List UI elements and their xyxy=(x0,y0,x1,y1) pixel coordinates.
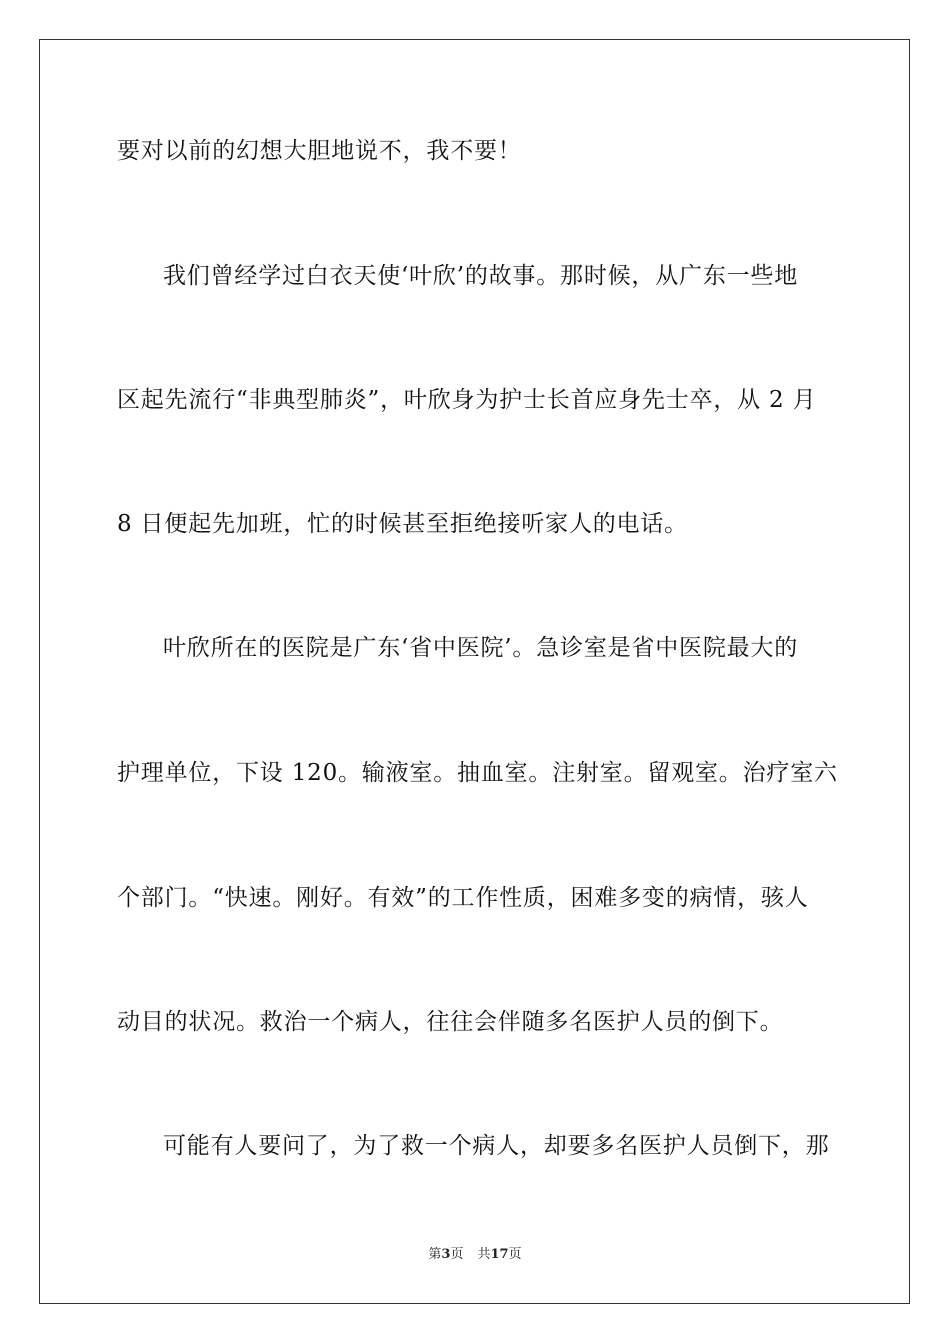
paragraph-line: 8 日便起先加班，忙的时候甚至拒绝接听家人的电话。 xyxy=(117,511,688,537)
paragraph-line: 可能有人要问了，为了救一个病人，却要多名医护人员倒下，那 xyxy=(163,1133,830,1159)
paragraph-line: 我们曾经学过白衣天使‘叶欣’的故事。那时候，从广东一些地 xyxy=(163,263,799,289)
total-page-count: 17 xyxy=(490,1247,509,1262)
total-label-prefix: 共 xyxy=(477,1247,491,1262)
paragraph-line: 个部门。“快速。刚好。有效”的工作性质，困难多变的病情，骇人 xyxy=(117,885,809,911)
paragraph-line: 叶欣所在的医院是广东‘省中医院’。急诊室是省中医院最大的 xyxy=(163,635,799,661)
page-label-prefix: 第 xyxy=(428,1247,442,1262)
paragraph-line: 护理单位，下设 120。输液室。抽血室。注射室。留观室。治疗室六 xyxy=(117,760,838,786)
paragraph-line: 区起先流行“非典型肺炎”，叶欣身为护士长首应身先士卒，从 2 月 xyxy=(117,387,817,413)
page-label-suffix: 页 xyxy=(450,1247,464,1262)
current-page-number: 3 xyxy=(441,1247,451,1262)
paragraph-line: 要对以前的幻想大胆地说不，我不要！ xyxy=(117,138,522,164)
total-label-suffix: 页 xyxy=(508,1247,522,1262)
page-border xyxy=(39,39,910,1304)
paragraph-line: 动目的状况。救治一个病人，往往会伴随多名医护人员的倒下。 xyxy=(117,1009,784,1035)
page-footer xyxy=(0,1247,950,1263)
